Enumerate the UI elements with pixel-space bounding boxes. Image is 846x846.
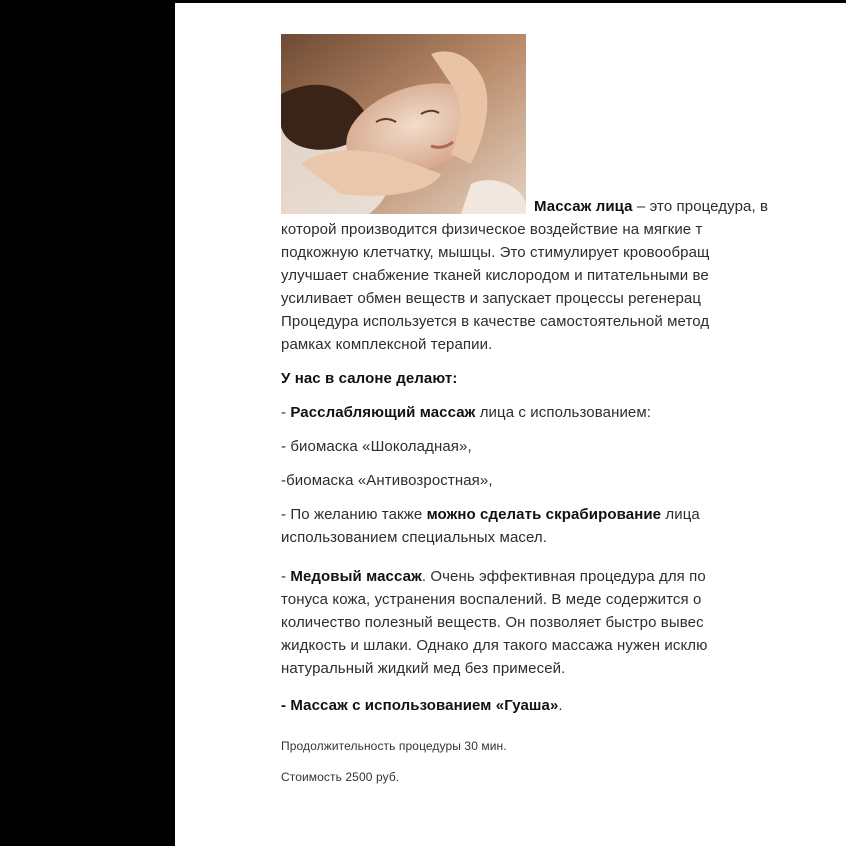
intro-term: Массаж лица	[534, 198, 633, 215]
honey-line: тонуса кожа, устранения воспалений. В меде содержится о	[281, 591, 702, 608]
honey-line: количество полезный веществ. Он позволяет быстро вывес	[281, 614, 704, 631]
mask-chocolate: - биомаска «Шоколадная»,	[281, 438, 472, 455]
article-page	[175, 3, 846, 846]
gua-sha-item	[281, 694, 846, 717]
intro-line: рамках комплексной терапии.	[281, 336, 493, 353]
scrub-item	[281, 503, 846, 526]
scrub-rest: лица	[661, 506, 700, 523]
duration-text: Продолжительность процедуры 30 мин.	[281, 739, 507, 753]
salon-heading	[281, 367, 846, 390]
scrub-title: можно сделать скрабирование	[426, 506, 662, 523]
relax-prefix: -	[281, 404, 291, 421]
honey-rest: . Очень эффективная процедура для по	[421, 568, 706, 585]
relax-title: Расслабляющий массаж	[290, 404, 476, 421]
honey-title: Медовый массаж	[290, 568, 422, 585]
intro-line: усиливает обмен веществ и запускает процессы регенерац	[281, 290, 702, 307]
gua-sha-rest: .	[558, 697, 563, 714]
article-content	[281, 34, 846, 789]
scrub-line: использованием специальных масел.	[281, 529, 548, 546]
mask-antiage: -биомаска «Антивозростная»,	[281, 472, 493, 489]
intro-line: Процедура используется в качестве самостоятельной метод	[281, 313, 710, 330]
intro-line: подкожную клетчатку, мышцы. Это стимулирует кровообращ	[281, 244, 710, 261]
relax-massage-item	[281, 401, 846, 424]
honey-line: жидкость и шлаки. Однако для такого массажа нужен исклю	[281, 637, 708, 654]
salon-heading-text: У нас в салоне делают:	[281, 370, 458, 387]
honey-line: натуральный жидкий мед без примесей.	[281, 660, 566, 677]
honey-massage-item	[281, 565, 846, 588]
intro-line: которой производится физическое воздействие на мягкие т	[281, 221, 703, 238]
gua-sha-title: - Массаж с использованием «Гуаша»	[281, 697, 559, 714]
intro-text: – это процедура, в	[632, 198, 769, 215]
intro-line: улучшает снабжение тканей кислородом и питательными ве	[281, 267, 709, 284]
relax-rest: лица с использованием:	[475, 404, 652, 421]
scrub-prefix: - По желанию также	[281, 506, 427, 523]
price-text: Стоимость 2500 руб.	[281, 770, 400, 784]
honey-prefix: -	[281, 568, 291, 585]
face-massage-photo	[281, 34, 526, 214]
